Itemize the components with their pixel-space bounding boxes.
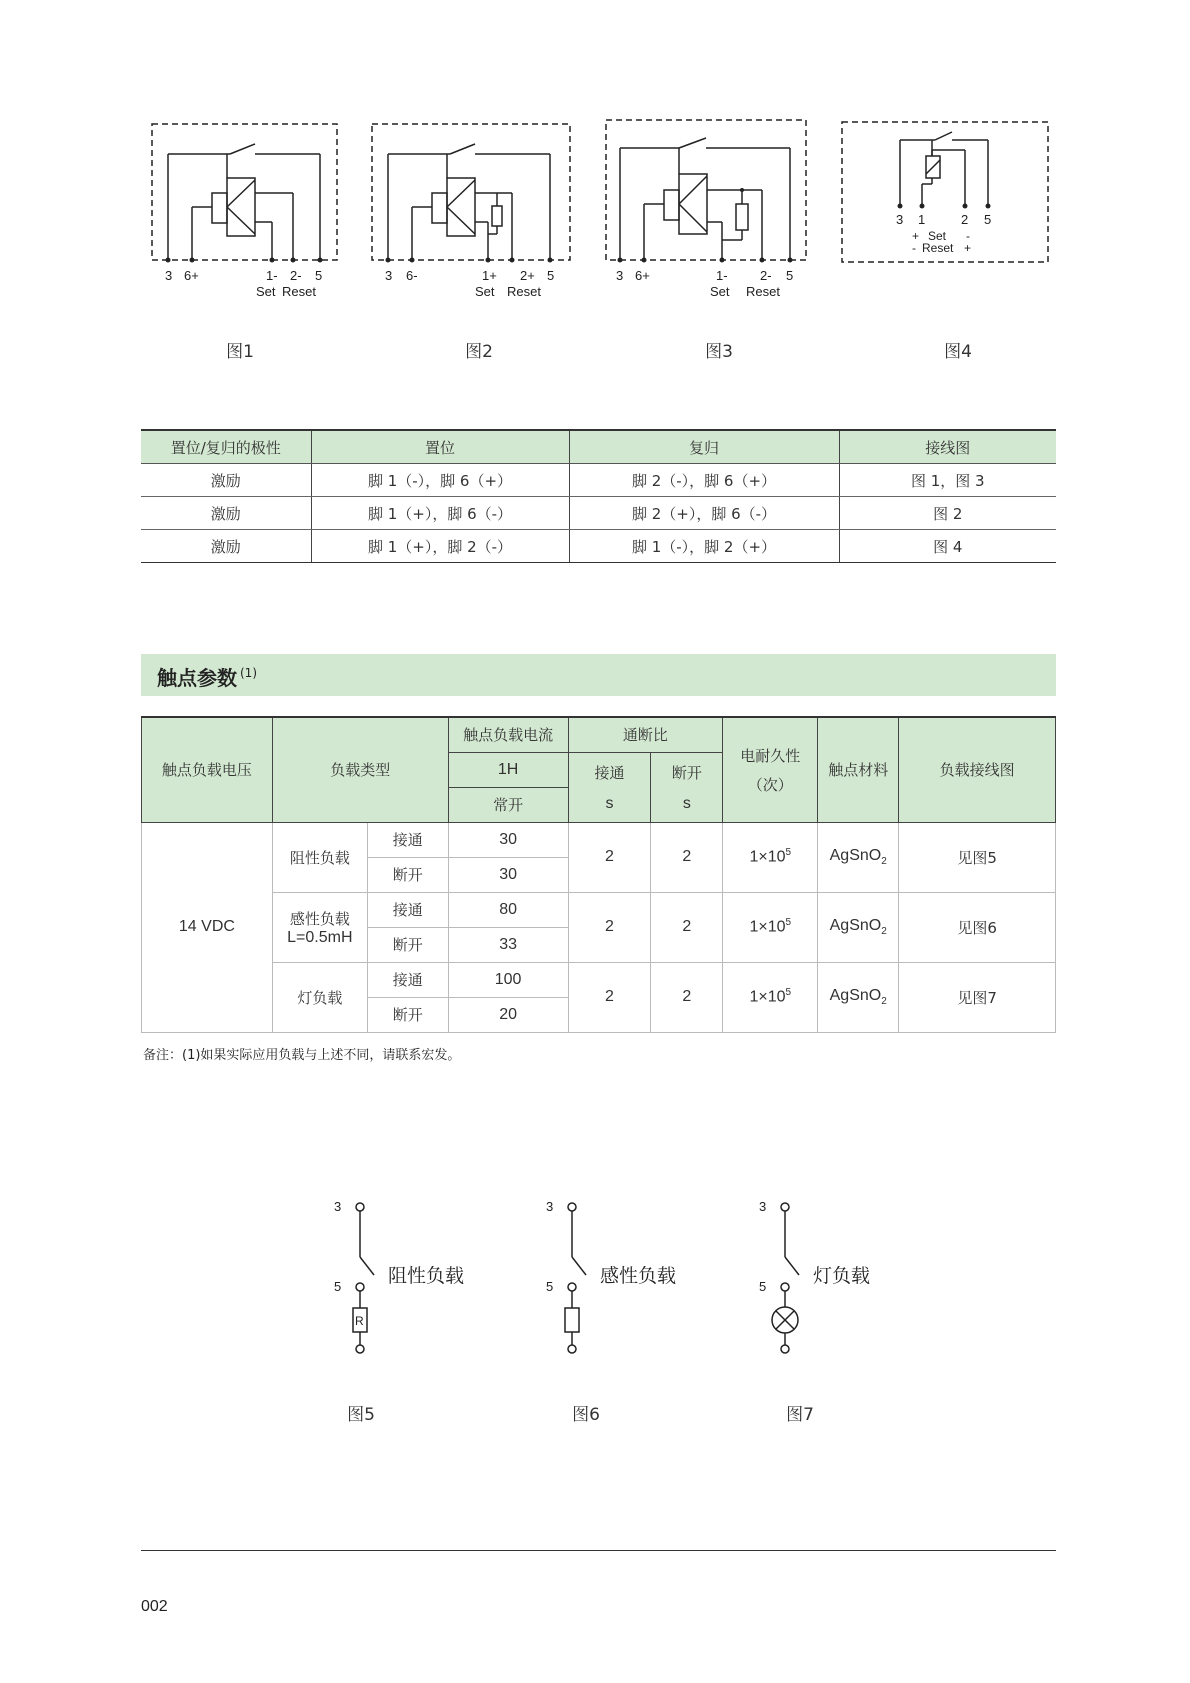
contact-parameter-table: [141, 716, 1056, 1033]
section-title: 触点参数 $^{(1)}$: [157, 666, 257, 690]
state-cell: 接通: [367, 822, 448, 857]
header-current: 触点负载电流: [448, 717, 568, 752]
header-current-no: 常开: [448, 787, 568, 822]
reset-plus: +: [964, 241, 972, 255]
table-row: [141, 497, 1056, 530]
pin-label: 3: [759, 1199, 767, 1214]
page-number: 002: [141, 1598, 168, 1615]
figure-caption: 图5: [347, 1405, 375, 1425]
pin-label: 3: [334, 1199, 342, 1214]
footnote: 备注：(1)如果实际应用负载与上述不同，请联系宏发。: [143, 1048, 461, 1063]
state-cell: 接通: [367, 892, 448, 927]
pin-label: 5: [315, 268, 323, 283]
table-cell: 脚 1（+），脚 6（-）: [311, 497, 569, 530]
reset-label: Reset: [922, 241, 954, 255]
state-cell: 接通: [367, 962, 448, 997]
figure-caption: 图1: [226, 342, 254, 362]
header-diagram: 负载接线图: [899, 717, 1056, 822]
table-row: [141, 530, 1056, 563]
table-cell: 图 4: [839, 530, 1056, 563]
load-diagram-lamp: [755, 1195, 915, 1369]
set-label: Set: [256, 284, 276, 299]
diagram-ref-cell: 见图6: [899, 892, 1056, 962]
pin-label: 2: [961, 212, 969, 227]
header-current-sub: 1H: [448, 752, 568, 787]
current-cell: 80: [448, 892, 568, 927]
current-cell: 30: [448, 822, 568, 857]
state-cell: 断开: [367, 927, 448, 962]
table-cell: 脚 2（+），脚 6（-）: [569, 497, 839, 530]
figure-caption: 图7: [786, 1405, 814, 1425]
reset-label: Reset: [746, 284, 780, 299]
header-ratio-on: 接通 s: [568, 752, 651, 822]
set-label: Set: [928, 229, 947, 243]
pin-label: 3: [165, 268, 173, 283]
footnote-ref: (1): [240, 666, 257, 681]
ratio-off-cell: 2: [651, 822, 723, 892]
wiring-diagram-2: [370, 118, 570, 312]
pin-label: 5: [547, 268, 555, 283]
current-cell: 33: [448, 927, 568, 962]
figure-caption: 图4: [944, 342, 972, 362]
reset-minus: -: [912, 241, 916, 255]
table-row: [142, 892, 1056, 927]
pin-label: 3: [896, 212, 904, 227]
pin-label: 5: [984, 212, 992, 227]
reset-label: Reset: [282, 284, 316, 299]
polarity-table: [141, 429, 1056, 563]
table-header: 复归: [569, 430, 839, 464]
current-cell: 20: [448, 997, 568, 1032]
pin-label: 6+: [635, 268, 650, 283]
current-cell: 30: [448, 857, 568, 892]
resistor-letter: R: [355, 1314, 364, 1328]
current-cell: 100: [448, 962, 568, 997]
header-ratio: 通断比: [568, 717, 723, 752]
wiring-diagram-3: [604, 118, 814, 312]
load-type-cell: 阻性负载: [272, 822, 367, 892]
pin-label: 1+: [482, 268, 497, 283]
pin-label: 2-: [760, 268, 772, 283]
header-ratio-off: 断开 s: [651, 752, 723, 822]
diagram-ref-cell: 见图7: [899, 962, 1056, 1032]
table-cell: 激励: [141, 497, 311, 530]
load-label: 灯负载: [813, 1265, 871, 1287]
header-life: 电耐久性 （次）: [723, 717, 818, 822]
wiring-diagram-4: [840, 118, 1050, 312]
table-cell: 图 2: [839, 497, 1056, 530]
load-diagram-resistive: [330, 1195, 490, 1369]
table-cell: 脚 2（-），脚 6（+）: [569, 464, 839, 497]
pin-label: 5: [334, 1279, 342, 1294]
set-plus: +: [912, 229, 920, 243]
pin-label: 1: [918, 212, 926, 227]
pin-label: 6-: [406, 268, 418, 283]
table-cell: 激励: [141, 530, 311, 563]
table-cell: 图 1，图 3: [839, 464, 1056, 497]
ratio-off-cell: 2: [651, 962, 723, 1032]
table-header: 置位: [311, 430, 569, 464]
table-row: [142, 822, 1056, 857]
table-row: [142, 962, 1056, 997]
state-cell: 断开: [367, 997, 448, 1032]
pin-label: 5: [759, 1279, 767, 1294]
pin-label: 3: [616, 268, 624, 283]
figure-caption: 图3: [705, 342, 733, 362]
pin-label: 3: [546, 1199, 554, 1214]
set-label: Set: [475, 284, 495, 299]
material-cell: AgSnO$_2$: [818, 962, 899, 1032]
ratio-on-cell: 2: [568, 962, 651, 1032]
reset-label: Reset: [507, 284, 541, 299]
set-minus: -: [966, 229, 970, 243]
ratio-on-cell: 2: [568, 822, 651, 892]
table-cell: 脚 1（-），脚 2（+）: [569, 530, 839, 563]
header-voltage: 触点负载电压: [142, 717, 273, 822]
table-cell: 脚 1（+），脚 2（-）: [311, 530, 569, 563]
pin-label: 5: [546, 1279, 554, 1294]
table-cell: 脚 1（-），脚 6（+）: [311, 464, 569, 497]
figure-caption: 图6: [572, 1405, 600, 1425]
load-label: 阻性负载: [388, 1265, 465, 1287]
voltage-cell: 14 VDC: [142, 822, 273, 1032]
footer-divider: [141, 1550, 1056, 1551]
table-cell: 激励: [141, 464, 311, 497]
material-cell: AgSnO$_2$: [818, 892, 899, 962]
table-row: [141, 464, 1056, 497]
pin-label: 1-: [716, 268, 728, 283]
wiring-diagram-1: [150, 118, 350, 312]
diagram-ref-cell: 见图5: [899, 822, 1056, 892]
pin-label: 1-: [266, 268, 278, 283]
pin-label: 2+: [520, 268, 535, 283]
life-cell: $1\times 10^5$: [723, 822, 818, 892]
load-type-cell: 灯负载: [272, 962, 367, 1032]
header-material: 触点材料: [818, 717, 899, 822]
load-label: 感性负载: [600, 1265, 677, 1287]
ratio-on-cell: 2: [568, 892, 651, 962]
set-label: Set: [710, 284, 730, 299]
pin-label: 2-: [290, 268, 302, 283]
pin-label: 3: [385, 268, 393, 283]
pin-label: 5: [786, 268, 794, 283]
section-header: [141, 654, 1056, 696]
pin-label: 6+: [184, 268, 199, 283]
material-cell: AgSnO$_2$: [818, 822, 899, 892]
figure-caption: 图2: [465, 342, 493, 362]
load-type-cell: 感性负载 L=0.5mH: [272, 892, 367, 962]
table-header: 置位/复归的极性: [141, 430, 311, 464]
ratio-off-cell: 2: [651, 892, 723, 962]
load-diagram-inductive: [542, 1195, 702, 1369]
header-load-type: 负载类型: [272, 717, 448, 822]
life-cell: $1\times 10^5$: [723, 892, 818, 962]
table-header: 接线图: [839, 430, 1056, 464]
life-cell: $1\times 10^5$: [723, 962, 818, 1032]
state-cell: 断开: [367, 857, 448, 892]
